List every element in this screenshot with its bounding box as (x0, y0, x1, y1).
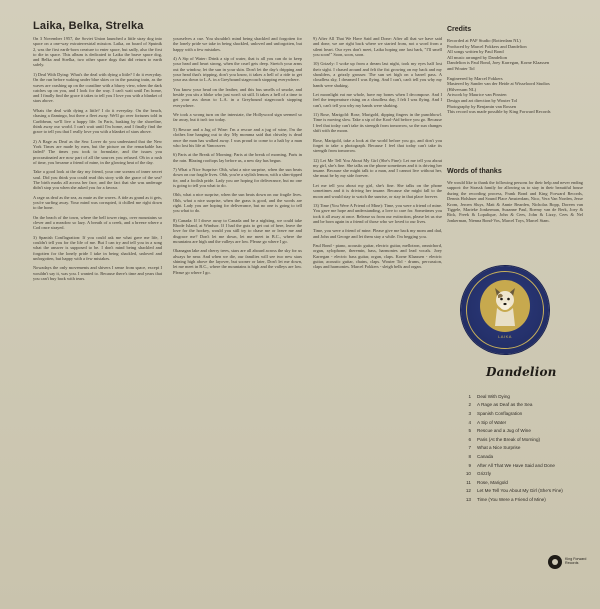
track-row (447, 495, 587, 504)
label-logo-icon (548, 555, 562, 569)
track-row (447, 426, 587, 435)
track-title: What a Nice Surprise (477, 445, 521, 451)
lyric-paragraph: Take a good look at the day my friend, your one scream of inner secret soul. Did you think you could read this story with the grace of the sea? The birth marks all across her face, and the fact that she was underage didn't stop you when she asked you for a favour. (33, 169, 162, 191)
lyric-paragraph: 11) Rose, Marigold: Rose, Marigold, dipping fingers in the punchbowl. Time is moving slow. Take a sip of the Kool-Aid before you go. Because I feel that today can't take its strength from tomorrow, so the sun changes shift with the moon. (313, 112, 442, 134)
track-row (447, 409, 587, 418)
track-number: 12 (465, 488, 471, 494)
credits-heading: Credits (447, 26, 472, 33)
lyric-paragraph: 1) Deal With Dying: What's the deal with dying a little? I do it everyday. On the run before waking under blue skies or in the passing train, as the waves are crashing up on the coastline with a blurry view, when the dark catches up on you, and I look for the way. I can't wait until I'm home, and I finally find the grace it takes to tell you I love you with a blanket of stars above. (33, 71, 162, 104)
label-logo (548, 555, 587, 569)
track-number: 7 (468, 445, 471, 451)
track-number: 13 (465, 496, 471, 502)
lyric-paragraph: 5) Rescue and a Jug of Wine: I'm a rescue and a jug of wine, I'm the clothes line hanging out to dry. My momma said that chivalry is dead once the man has walked away. I was proud to come to a halt by a man who lost his life at Vancouver. (173, 126, 302, 148)
lyric-paragraph: Time, you were a friend of mine. Please give me back my mom and dad, and John and George and let them stay a while. I'm begging you. (313, 228, 442, 239)
track-row (447, 435, 587, 444)
track-row (447, 401, 587, 410)
credits-line: All songs written by Paul Bond (447, 49, 504, 55)
lyric-paragraph: 7) What a Nice Surprise: Ohh, what a nice surprise, when the sun beats down on our fragile lives. Ohh, you're a stylish lemon, with a slim-tipped tie, and a foolish pride. Lady you are hoping for deliverance, but no one is going to tell you what to do. (173, 167, 302, 188)
track-number: 6 (468, 436, 471, 442)
credits-line: Dandelion is Paul Bond, Joey Karregan, Korne Klaassen (447, 60, 550, 66)
track-title: Paris (At the Break of Morning) (477, 436, 541, 442)
lyric-paragraph: You know your head on the leather, and this bus smells of smoke, and beside you sits a bloke who just won't sit still. It takes a hell of a time to get your ass down to L.A. in a Greyhound stagecoach stopping everywhere. (173, 86, 302, 108)
tracklist (447, 392, 587, 504)
track-title: Grizzly (477, 471, 492, 477)
track-number: 10 (465, 471, 471, 477)
track-title: Let Me Tell You About My Girl (She's Fine) (477, 488, 563, 494)
lyric-paragraph: 3) Spanish Conflagration: If you could ask me what gave me life, I couldn't tell you for the life of me. But I can try and tell you in a song what the answer is supposed to be. I don't mind being shackled and forgotten for the lonely pride I take in being shackled, unloved and unforgotten, but happy with a few mistakes. (33, 234, 162, 261)
credits-line: Design and art direction by Wouter Tol (447, 97, 518, 103)
lyric-paragraph: 12) Let Me Tell You About My Girl (She's Fine): Let me tell you about my girl, she's fine. She talks on the phone sometimes and it is driving her insane. Because she might talk to a man, and I cannot live without her, she must be by my side forever. (313, 157, 442, 179)
track-number: 11 (466, 479, 471, 485)
thanks-heading: Words of thanks (447, 168, 502, 175)
track-number: 2 (468, 402, 471, 408)
lyric-paragraph: A rage as deaf as the sea, as mute as the waves. A tide as grand as it gets, you're surfing away. Your mind was corrupted, it chilled me right down to the bone. (33, 194, 162, 211)
lyric-paragraph: 4) A Sip of Water: Drink a sip of water, that is all you can do to keep your head and heart strong, when the cruel gets deep. Stretch your arms out the window, let the sun in your skin. Don't let the day's dripping and your head that's tripping, don't you know, it takes a hell of a ride to get your ass down to L.A. in a Greyhound stagecoach stopping everywhere. (173, 56, 302, 83)
track-title: A Rage as Deaf as the Sea (477, 402, 533, 408)
credits-line: (Hilversum NL) (447, 86, 477, 92)
track-number: 1 (468, 393, 471, 399)
track-row (447, 444, 587, 453)
lyrics-column-3 (313, 36, 442, 596)
track-row (447, 418, 587, 427)
lyrics-column-1 (33, 36, 162, 596)
lyrics-column-2 (173, 36, 302, 596)
credits-line: Artwork by Maurice van Pinxten (447, 92, 507, 98)
lyric-paragraph: yourselves a cue. You shouldn't mind being shackled and forgotten for the lonely pride we take in being shackled, unloved and unforgotten, but happy with a few mistakes. (173, 36, 302, 52)
track-row (447, 469, 587, 478)
track-number: 4 (468, 419, 471, 425)
track-title: Rose, Marigold (477, 479, 508, 485)
lyric-paragraph: Ohh, what a nice surprise, when the sun beats down on our fragile lives. Ohh, what a nice surprise, when the grass is good, and the words are right. Lady you are hoping for deliverance, but no one is going to tell you what to do. (173, 192, 302, 214)
track-title: Time (You Were a Friend of Mine) (477, 496, 546, 502)
track-title: Rescue and a Jug of Wine (477, 428, 531, 434)
badge-disc (480, 280, 530, 332)
credits-list (447, 38, 582, 115)
credits-line: Produced by Marcel Fokkers and Dandelion (447, 43, 527, 49)
lyric-paragraph: 2) A Rage as Deaf as the Sea: Lover do you understand that the New York Times are made by men, but the picture on the remarkable has faded? The times you took to formulate, and the issues you procrastinated are now part of all the sources you refused. Oh in a rush of time, you became a friend of mine, in the glowing heat of the day. (33, 138, 162, 165)
lyric-paragraph: Paul Bond - piano, acoustic guitar, electric guitar, mellotron, omnichord, organ, xylophone, theremin, bass, harmonies and lead vocals. Joey Karregan - electric bass guitar, organ, claps. Korne Klaassen - electric guitar, acoustic guitar, chains, claps. Wouter Tol - drums, percussion, claps and harmonies. Marcel Fokkers - sleigh bells and organ. (313, 243, 442, 270)
lyric-paragraph: 6) Paris at the Break of Morning: Paris at the break of morning, Paris in the rain. Blazing rooftops lay before us, a new day has begun. (173, 152, 302, 163)
track-row (447, 452, 587, 461)
credits-line: Engineered by Marcel Fokkers (447, 75, 503, 81)
track-row (447, 487, 587, 496)
track-title: Deal With Dying (477, 393, 510, 399)
lyric-paragraph: Nowadays the only movements and shivers I sense from space, except I wouldn't say it, was you. I wanted to. Because there's time and years that you can't buy back with tears. (33, 265, 162, 282)
lyric-paragraph: We took a wrong turn on the interstate, the Hollywood sign seemed so far away, but it isn't too today. (173, 112, 302, 123)
lyric-paragraph: Okanagan lake and cherry trees, stars are all aboard across the sky for us always be near. And when we die, our families will see two new stars shining high above the layover, but sooner or later, Don't let me down, let me meet in B.C., where the mountains is high and the valleys are low. Please go where I go. (173, 248, 302, 275)
track-number: 9 (468, 462, 471, 468)
credits-line: Recorded at PAF Studio (Rotterdam NL) (447, 38, 521, 43)
track-row (447, 461, 587, 470)
lyric-paragraph: Let moonlight eat me whole, have my bones when I decompose. And I feel the temperature rising on a cloudless day, I felt I was flying. And I can't, can't tell you why my hands were shaking. (313, 92, 442, 108)
lyric-paragraph: On 3 November 1957, the Soviet Union launched a little stray dog into space on a one-way extraterrestrial mission. Laika, on board of Sputnik 2, was the first earth-born creature to enter space, but sadly, also the first to die in space. This album is dedicated to Laika the brave space dog, and Belka and Strelka, two other space dogs that did return to earth safely. (33, 36, 162, 68)
lyric-paragraph: Whats the deal with dying a little? I do it everyday. On the beach, chasing a flamingo, but there a fleet away. We'll go over fortunes told in Caribbean, we'll live a happy life. In Paris, basking by the shoreline, think away our world. I can't wait until I'm home, and I finally find the grace to tell you that I really love you with a blanket of stars above. (33, 107, 162, 135)
track-number: 8 (468, 453, 471, 459)
track-row (447, 478, 587, 487)
track-title: After All That We Have Said and Done (477, 462, 555, 468)
laika-badge-emblem (461, 266, 549, 354)
badge-label: LAIKA (498, 334, 512, 339)
credits-line: and Wouter Tol (447, 65, 475, 71)
track-number: 3 (468, 410, 471, 416)
track-title: A Sip of Water (477, 419, 507, 425)
credits-line: All music arranged by Dandelion (447, 54, 507, 60)
label-logo-text: King Forward Records (565, 557, 587, 566)
lyric-paragraph: 10) Grizzly: I woke up from a dream last night, took my eyes half lost their sight. I chased around and felt the fist growing on my back and my shoulders, a grizzly grouser. The sun set high on a barrel pass. A cloudless sky, I dreamed I was flying. And I can't, can't tell you why my hands were shaking. (313, 61, 442, 88)
lyric-paragraph: On the beach of the town, where the bell tower rings, over mountains so clever and a meadow so lazy. A breath of a creek, and a breeze where a Cod once strayed. (33, 214, 162, 231)
dog-portrait-icon (489, 286, 521, 326)
credits-line: Photography by Benjamin van Rossen (447, 103, 516, 109)
track-row (447, 392, 587, 401)
credits-line: This record was made possible by King Forward Records (447, 109, 551, 115)
band-logo: Dandelion (486, 365, 557, 379)
lyric-paragraph: Let me tell you about my girl, she's fine. She talks on the phone sometimes and it is driving her insane. Because she might fall to the moon and would stay to watch the sunrise, or stay in that place forever. (313, 182, 442, 199)
credits-line: Mastered by Sander van der Heide at Wisseloord Studios (447, 81, 550, 87)
track-title: Canada (477, 453, 494, 459)
lyric-paragraph: 9) After All That We Have Said and Done: After all that we have said and done, we are right back where we started from, not a word from a silent heart. Our eyes don't meet, Laika hoping one last bark, "I'll smell you soon!" Soon, soon, soon. (313, 36, 442, 57)
lyric-paragraph: 8) Canada: If I drove away to Canada and be a nighting, we could take Rhode Island, at Windsor. If I had the guts to get out of here, leave the love for the hockey, would you still try to chase me or leave me and disgrace me? Don't let me down, let me meet in B.C., where the mountains are high and the valleys are low. Please go where I go. (173, 217, 302, 244)
thanks-text: We would like to thank the following persons for their help and never ending support: the Strassk family for allowing us to stay in their beautiful house during the recording process, Frank Bond and King Forward Records, Dennis Holshuer and Sound Place Amsterdam, Nico, Vera Van Norden, Jesse Krom, Jeroen Sluys, Matt & Annie Bearden, Nicholas Bopp, Doreen van Tiggele, Marieke Jonkerman, Suzanne Paul, Roemy van de Berk, Joey & Rick, Freek & Lopalique, John & Cees, John & Lizzy, Cees & Nel Jonkerman, Nienna Bond-Vos, Marcel Toys, Marcel Stam. (447, 180, 583, 223)
track-number: 5 (468, 428, 471, 434)
track-title: Spanish Conflagration (477, 410, 523, 416)
album-title: Laika, Belka, Strelka (33, 20, 144, 32)
lyric-paragraph: 13) Time (You Were A Friend of Mine): Time, you were a friend of mine. You gave me hope and understanding, a love to care for. Sometimes you took it all away at once. Release us from our extinction, please let us rise and be born again in a friend of those who we loved to our lives. (313, 203, 442, 224)
lyric-paragraph: Rose, Marigold, take a look at the world before you go, and don't you forget to take a photograph. Because I feel that today can't take its strength from tomorrow. (313, 137, 442, 154)
